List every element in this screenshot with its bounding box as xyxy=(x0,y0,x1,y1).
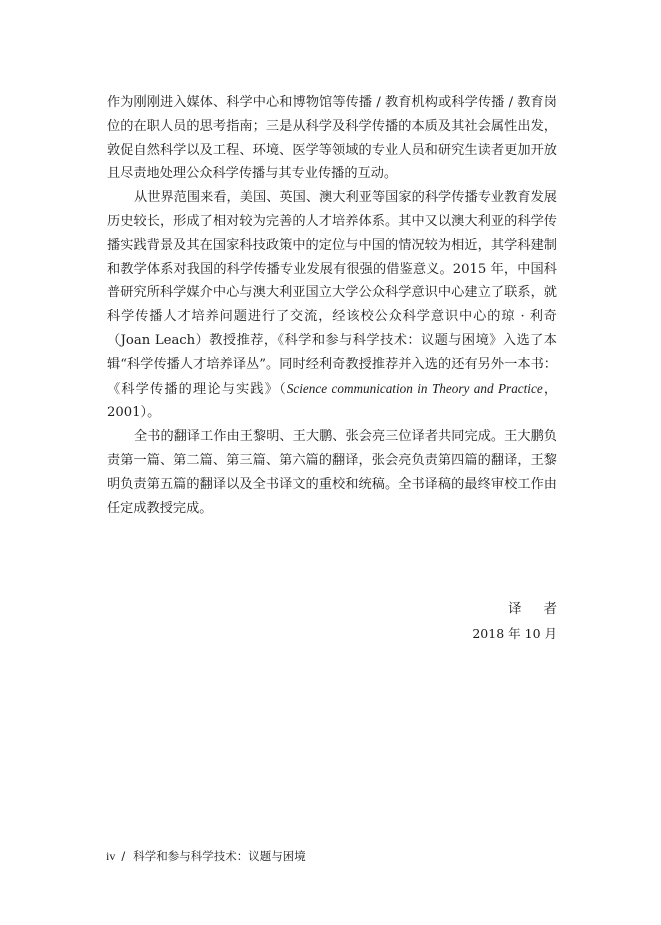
paragraph-continued: 作为刚刚进入媒体、科学中心和博物馆等传播 / 教育机构或科学传播 / 教育岗位的在职人员的思考指南；三是从科学及科学传播的本质及其社会属性出发，敦促自然科学以及工程、环境、医学等领域的专业人员和研究生读者更加开放且尽责地处理公众科学传播与其专业传播的互动。 xyxy=(107,95,557,182)
preface-date: 2018 年 10 月 xyxy=(472,626,557,641)
paragraph-translation-work: 全书的翻译工作由王黎明、王大鹏、张会亮三位译者共同完成。王大鹏负责第一篇、第二篇、第三篇、第六篇的翻译，张会亮负责第四篇的翻译，王黎明负责第五篇的翻译以及全书译文的重校和统稿。全书译稿的最终审校工作由任定成教授完成。 xyxy=(107,429,557,516)
book-title-english: Science communication in Theory and Practice xyxy=(286,380,543,396)
page-footer xyxy=(106,848,306,864)
translator-signature: 译者 xyxy=(508,601,579,617)
running-book-title: 科学和参与科学技术：议题与困境 xyxy=(133,849,306,863)
paragraph-tail: ，2001）。 xyxy=(107,381,558,421)
paragraph-world-scope xyxy=(107,186,557,425)
footer-separator: / xyxy=(121,849,126,863)
preface-body xyxy=(107,91,557,520)
page-number: iv xyxy=(106,849,116,863)
paragraph-text: 从世界范围来看，美国、英国、澳大利亚等国家的科学传播专业教育发展历史较长，形成了相对较为完善的人才培养体系。其中又以澳大利亚的科学传播实践背景及其在国家科技政策中的定位与中国的情况较为相近，其学科建制和教学体系对我国的科学传播专业发展有很强的借鉴意义。2015 年，中国科普研究所科学媒介中心与澳大利亚国立大学公众科学意识中心建立了联系，就科学传播人才培养问题进行了交流，经该校公众科学意识中心的琼 · 利奇（Joan Leach）教授推荐，《科学和参与科学技术：议题与困境》入选了本辑“科学传播人才培养译丛”。同时经利奇教授推荐并入选的还有另外一本书：《科学传播的理论与实践》（ xyxy=(107,190,557,397)
